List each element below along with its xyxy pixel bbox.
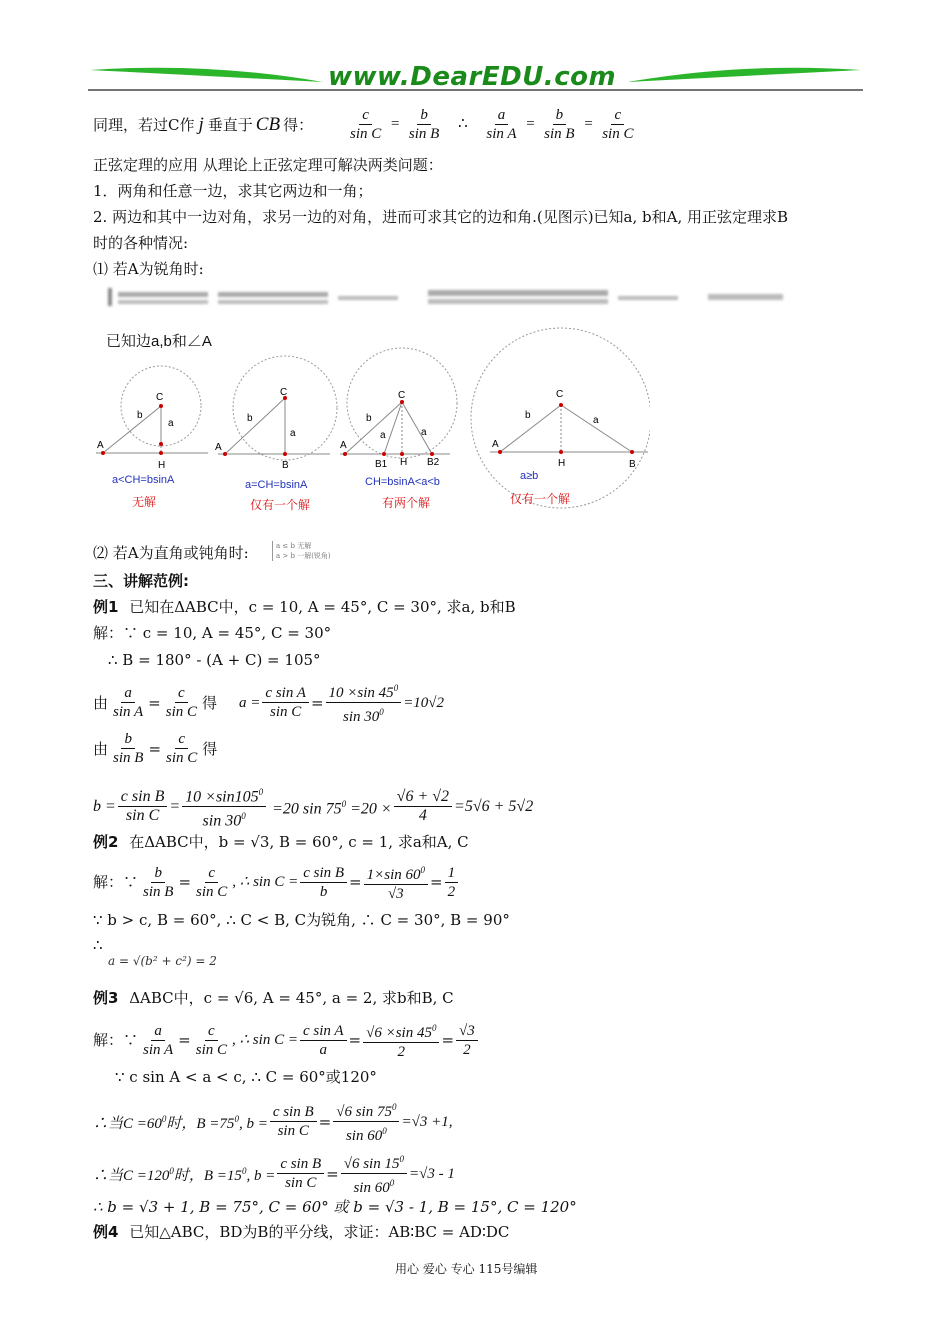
sine-law-figure [90, 320, 650, 520]
svg-text:a: a [593, 415, 599, 426]
svg-text:A: A [340, 440, 347, 451]
line-3: 1．两角和任意一边，求其它两边和一角； [93, 182, 373, 200]
svg-text:B1: B1 [375, 459, 388, 470]
line-7-cases [272, 541, 331, 561]
line-1 [93, 115, 313, 135]
panel-one-solution-right [215, 356, 337, 471]
svg-text:a: a [421, 427, 427, 438]
svg-text:b: b [366, 413, 372, 424]
svg-text:C: C [398, 390, 406, 401]
svg-text:A: A [215, 442, 222, 453]
vector-j: j [198, 114, 204, 135]
line-1-mid: 垂直于 [207, 116, 253, 134]
section-3-heading: 三、讲解范例: [93, 572, 189, 590]
example-2-header: 例2 在ΔABC中，b = √3, B = 60°, c = 1, 求a和A, C [93, 833, 469, 851]
panel-two-solutions [340, 348, 457, 470]
example-3-step-3: ∴当$C =60^0$时，$B =75^0$, b = $\frac{\text{c sin B}}{\text{sin C}}$ = $\frac{√6 \sin 75^0}{\sin 60^0}$ =√3 +1, [93, 1098, 452, 1145]
segment-cb: CB [255, 114, 281, 135]
svg-text:H: H [558, 458, 566, 469]
svg-text:a: a [290, 428, 296, 439]
case-one-solution: a > b 一解(锐角) [276, 552, 331, 560]
example-1-step-2: ∴ B = 180° - (A + C) = 105° [108, 651, 321, 669]
line-1-post: 得： [283, 116, 314, 134]
cond-3: CH=bsinA<a<b [365, 476, 440, 488]
svg-text:H: H [400, 457, 408, 468]
example-2-step-1: 解：∵ $\frac{b}{\text{sin B}}$ = $\frac{c}{\text{sin C}}$ , ∴ sin C = $\frac{\text{c sin B}}{b}$ = $\frac{1\times\sin 60^0}{√3}$ = $\frac{1}{2}$ [93, 861, 460, 903]
figure-title: 已知边a,b和∠A [106, 333, 212, 350]
example-3-step-5: ∴ b = √3 + 1, B = 75°, C = 60° 或 b = √3 - 1, B = 15°, C = 120° [93, 1198, 577, 1216]
svg-text:C: C [556, 389, 564, 400]
result-3: 有两个解 [382, 496, 431, 510]
site-logo: www.DearEDU.com [328, 62, 617, 92]
svg-text:C: C [280, 387, 288, 398]
example-3-step-1: 解：∵ $\frac{a}{\text{sin A}}$ = $\frac{c}{\text{sin C}}$ , ∴ sin C = $\frac{\text{c sin A}}{a}$ = $\frac{√6 \times\sin 45^0}{2}$ = $\frac{√3}{2}$ [93, 1019, 480, 1061]
result-4: 仅有一个解 [510, 492, 571, 506]
line-2: 正弦定理的应用 从理论上正弦定理可解决两类问题： [93, 156, 443, 174]
example-1-step-4: 由 $\frac{b}{\text{sin B}}$ = $\frac{c}{\text{sin C}}$ 得 [93, 731, 218, 766]
line-7: ⑵ 若A为直角或钝角时: [93, 544, 249, 562]
case-no-solution: a ≤ b 无解 [276, 542, 312, 550]
example-4-header: 例4 已知△ABC，BD为B的平分线，求证：AB∶BC = AD∶DC [93, 1223, 510, 1241]
page-footer: 用心 爱心 专心 115号编辑 [395, 1262, 538, 1276]
line-1-pre: 同理，若过C作 [93, 116, 195, 134]
illegible-formula-strip [108, 286, 788, 308]
example-2-step-3: ∴ [93, 936, 103, 954]
svg-text:a: a [168, 418, 174, 429]
svg-text:A: A [492, 439, 499, 450]
example-1-header: 例1 已知在ΔABC中，c = 10, A = 45°, C = 30°, 求a, b和B [93, 598, 516, 616]
cond-1: a<CH=bsinA [112, 474, 175, 486]
example-3-header: 例3 ΔABC中，c = √6, A = 45°, a = 2, 求b和B, C [93, 989, 454, 1007]
svg-text:A: A [97, 440, 104, 451]
line-1-formula: $\frac{c}{\text{sin C}}$ = $\frac{b}{\text{sin B}}$ ∴ $\frac{a}{\text{sin A}}$ = $\frac{b}{\text{sin B}}$ = $\frac{c}{\text{sin C}}$ [350, 107, 634, 142]
line-6: ⑴ 若A为锐角时: [93, 260, 204, 278]
cond-4: a≥b [520, 470, 539, 482]
svg-text:H: H [158, 460, 166, 471]
example-2-step-4: a = √(b² + c²) = 2 [108, 954, 217, 968]
line-5: 时的各种情况: [93, 234, 189, 252]
svg-text:a: a [380, 430, 386, 441]
result-1: 无解 [132, 495, 157, 509]
svg-text:b: b [137, 410, 143, 421]
svg-text:C: C [156, 392, 164, 403]
example-1-step-1: 解：∵ c = 10, A = 45°, C = 30° [93, 624, 332, 642]
example-1-step-3: 由 $\frac{a}{\text{sin A}}$ = $\frac{c}{\text{sin C}}$ 得 a = $\frac{\text{c sin A}}{\text{sin C}}$ = $\frac{10 \times\sin 45^0}{\sin 30^0}$ =10√2 [93, 679, 444, 726]
example-1-step-5: b = $\frac{\text{c sin B}}{\text{sin C}}$ = $\frac{10 \times\sin 105^0}{\sin 30^0}$ =20 $\sin 75^0 =20$ × $\frac{√6 + √2}{4}$ =5√6 + 5√2 [93, 783, 533, 831]
svg-text:B: B [629, 459, 636, 470]
example-3-step-4: ∴当$C =120^0$时，$B =15^0$, b = $\frac{\text{c sin B}}{\text{sin C}}$ = $\frac{√6 \sin 15^0}{\sin 60^0}$ =√3 - 1 [93, 1150, 455, 1197]
svg-text:b: b [247, 413, 253, 424]
line-4: 2. 两边和其中一边对角，求另一边的对角，进而可求其它的边和角.(见图示)已知a, b和A, 用正弦定理求B [93, 208, 789, 226]
svg-text:B: B [282, 460, 289, 471]
svg-text:B2: B2 [427, 457, 440, 468]
result-2: 仅有一个解 [250, 498, 311, 512]
svg-text:b: b [525, 410, 531, 421]
panel-no-solution [96, 366, 208, 471]
panel-one-solution-large [471, 328, 650, 508]
example-3-step-2: ∵ c sin A < a < c, ∴ C = 60°或120° [115, 1068, 377, 1086]
cond-2: a=CH=bsinA [245, 479, 308, 491]
header-banner [88, 62, 863, 94]
example-2-step-2: ∵ b > c, B = 60°, ∴ C < B, C为锐角, ∴ C = 30°, B = 90° [93, 911, 510, 929]
